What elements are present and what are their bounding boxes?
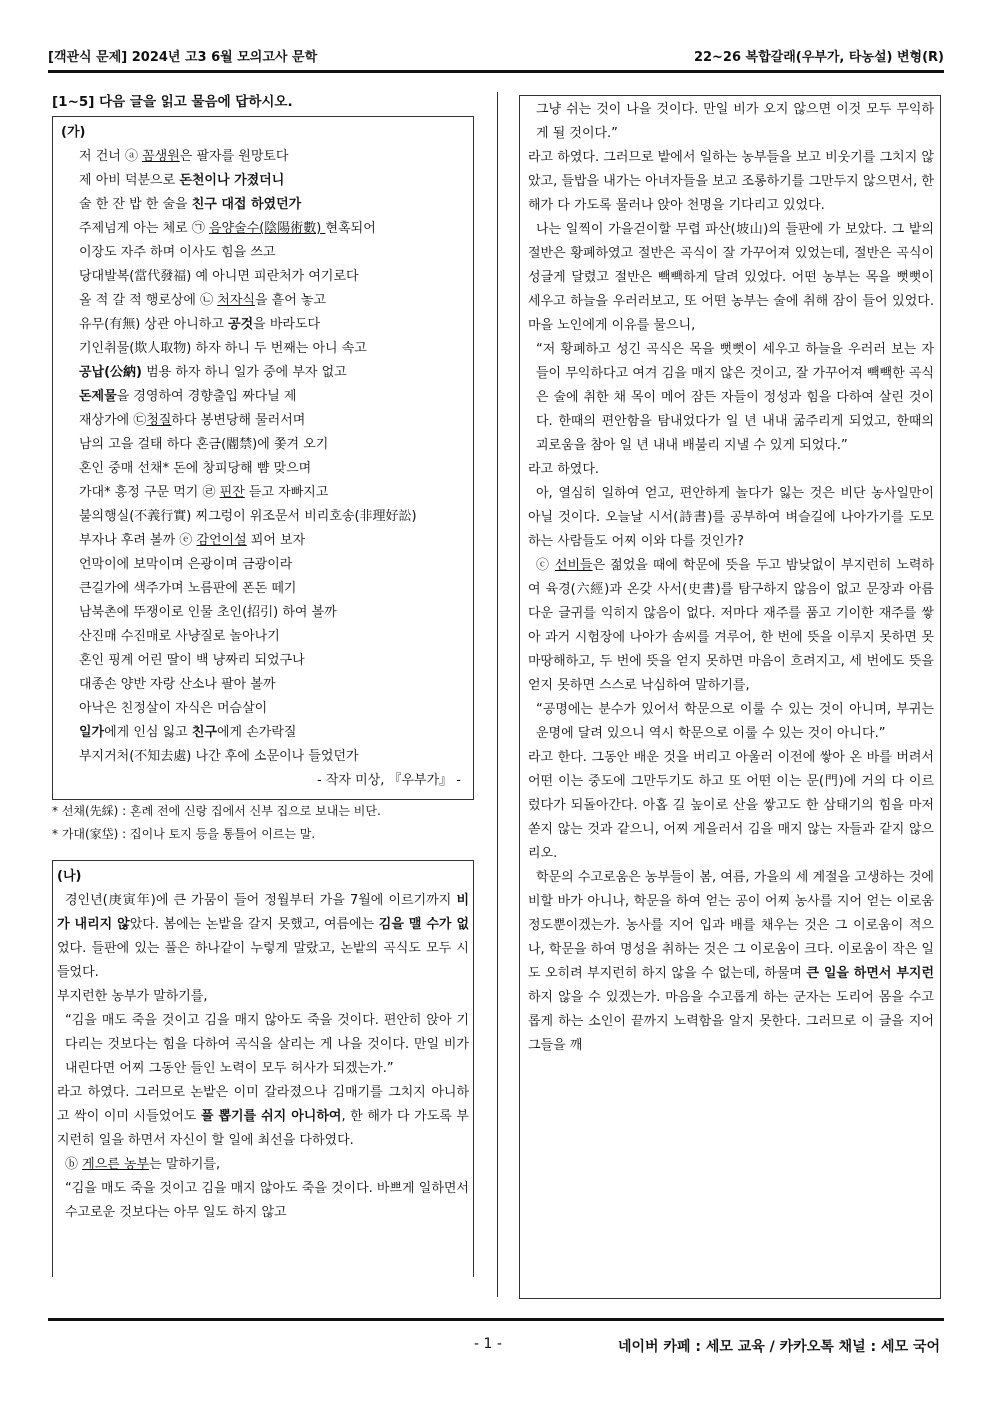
quotation: “저 황폐하고 성긴 곡식은 목을 뻣뻣이 세우고 하늘을 우러러 보는 자들이 무익하다고 여겨 김을 매지 않은 것이고, 잘 가꾸어져 빽빽한 곡식은 술에 취한 채 목이 메어 잠든 자들이 정성과 힘을 다하여 살린 것이다. 한때의 편안함을 탐내었다가 일 년 내내 굶주리게 되었고, 한때의 괴로움을 참아 일 년 내내 배불리 지낼 수 있게 되었다.” [536, 342, 934, 453]
verse-line: 가대* 흥정 구문 먹기 ㉣ 핀잔 듣고 자빠지고 [79, 485, 329, 500]
verse-line: 혼인 핑계 어린 딸이 백 냥짜리 되었구나 [79, 653, 305, 668]
verse-line: 주제넘게 아는 체로 ㉠ 음양술수(陰陽術數) 현혹되어 [79, 221, 376, 236]
verse-line: 당대발복(當代發福) 예 아니면 피란처가 여기로다 [79, 269, 359, 284]
verse-line: 기인취물(欺人取物) 하자 하니 두 번째는 아니 속고 [79, 341, 367, 356]
footer-credit: 네이버 카페 : 세모 교육 / 카카오톡 채널 : 세모 국어 [617, 1339, 940, 1355]
verse-line: 재상가에 ㉢청질하다 봉변당해 물러서며 [79, 413, 306, 428]
column-divider [497, 92, 498, 1297]
verse-line: 대종손 양반 자랑 산소나 팔아 볼까 [79, 677, 276, 692]
paragraph: 라고 하였다. 그러므로 논밭은 이미 갈라졌으나 김매기를 그치지 아니하고 싹이 이미 시들었어도 풀 뽑기를 쉬지 아니하여, 한 해가 다 가도록 부지런히 일을 하면서 자신이 할 일에 최선을 다하였다. [57, 1085, 469, 1148]
passage-na-box [52, 860, 474, 1277]
verse-line: 술 한 잔 밥 한 술을 친구 대접 하였던가 [79, 197, 302, 212]
verse-line: 제 아비 덕분으로 돈천이나 가졌더니 [79, 173, 285, 188]
verse-line: 아낙은 친정살이 자식은 머슴살이 [79, 701, 268, 716]
right-column [519, 95, 941, 1299]
passage-na-continued-box [519, 95, 941, 1299]
verse-line: 부지거처(不知去處) 나간 후에 소문이나 들었던가 [79, 749, 359, 764]
passage-ga-source: - 작자 미상, 『우부가』 - [317, 773, 461, 788]
paragraph: 라고 하였다. [528, 462, 600, 477]
verse-line: 산진매 수진매로 사냥질로 놀아나기 [79, 629, 280, 644]
header-left: [객관식 문제] 2024년 고3 6월 모의고사 문학 [48, 50, 318, 65]
page-header [48, 38, 944, 68]
question-title: [1~5] 다음 글을 읽고 물음에 답하시오. [52, 94, 293, 110]
verse-line: 저 건너 ⓐ 꼼생원은 팔자를 원망토다 [79, 149, 289, 164]
page-number: - 1 - [474, 1336, 502, 1352]
verse-line: 부자나 후려 볼까 ⓔ 감언이설 꾀어 보자 [79, 533, 306, 548]
verse-line: 남의 고을 걸태 하다 혼금(閽禁)에 쫓겨 오기 [79, 437, 329, 452]
verse-line: 언막이에 보막이며 은광이며 금광이라 [79, 557, 293, 572]
header-right: 22~26 복합갈래(우부가, 타농설) 변형(R) [693, 50, 944, 65]
verse-line: 혼인 중매 선채* 돈에 창피당해 뺨 맞으며 [79, 461, 312, 476]
footnote: * 가대(家垈) : 집이나 토지 등을 통틀어 이르는 말. [52, 827, 316, 841]
paragraph: 경인년(庚寅年)에 큰 가뭄이 들어 정월부터 가을 7월에 이르기까지 비가 내리지 않았다. 봄에는 논밭을 갈지 못했고, 여름에는 김을 맬 수가 없었다. 들판에 있는 풀은 하나같이 누렇게 말랐고, 논밭의 곡식도 모두 시들었다. [57, 893, 469, 980]
verse-line: 이장도 자주 하며 이사도 힘을 쓰고 [79, 245, 276, 260]
paragraph: 라고 한다. 그동안 배운 것을 버리고 아울러 이전에 쌓아 온 바를 버려서 어떤 이는 중도에 그만두기도 하고 또 어떤 이는 문(門)에 거의 다 이르렀다가 되돌아간다. 아홉 길 높이로 산을 쌓고도 한 삼태기의 힘을 마저 쏟지 않는 것과 같으니, 어찌 게을러서 김을 매지 않는 자들과 같지 않으리오. [528, 750, 934, 861]
passage-ga-tag: (가) [61, 125, 86, 140]
footnote: * 선채(先綵) : 혼례 전에 신랑 집에서 신부 집으로 보내는 비단. [52, 804, 381, 818]
paragraph: ⓑ 게으른 농부는 말하기를, [65, 1157, 221, 1172]
paragraph: ⓒ 선비들은 젊었을 때에 학문에 뜻을 두고 밤낮없이 부지런히 노력하여 육경(六經)과 온갖 사서(史書)를 탐구하지 않음이 없고 문장과 아름다운 글귀를 익히지 않음이 없다. 저마다 재주를 품고 기이한 재주를 쌓아 과거 시험장에 나아가 솜씨를 겨루어, 한 번에 뜻을 이루지 못하면 못마땅해하고, 두 번에 뜻을 얻지 못하면 마음이 흐려지고, 세 번에도 뜻을 얻지 못하면 스스로 낙심하여 말하기를, [528, 558, 935, 693]
left-column [52, 90, 474, 1277]
paragraph: 아, 열심히 일하여 얻고, 편안하게 놀다가 잃는 것은 비단 농사일만이 아닐 것이다. 오늘날 시서(詩書)를 공부하여 벼슬길에 나아가기를 도모하는 사람들도 어찌 이와 다를 것인가? [528, 486, 934, 549]
verse-line: 돈제물을 경영하여 경향출입 짜다닐 제 [79, 389, 297, 404]
paragraph: 부지런한 농부가 말하기를, [57, 989, 208, 1004]
header-rule [48, 70, 944, 73]
verse-line: 유무(有無) 상관 아니하고 공것을 바라도다 [79, 317, 321, 332]
verse-line: 올 적 갈 적 행로상에 ㉡ 처자식을 흩어 놓고 [79, 293, 327, 308]
paragraph: 학문의 수고로움은 농부들이 봄, 여름, 가을의 세 계절을 고생하는 것에 비할 바가 아니나, 학문을 하여 얻는 공이 어찌 농사를 지어 얻는 이로움 정도뿐이겠는가. 농사를 지어 입과 배를 채우는 것은 그 이로움이 적으나, 학문을 하여 명성을 취하는 것은 그 이로움이 크다. 이로움이 작은 일도 오히려 부지런히 하지 않을 수 없는데, 하물며 큰 일을 하면서 부지런하지 않을 수 있겠는가. 마음을 수고롭게 하는 군자는 도리어 몸을 수고롭게 하는 소인이 끝까지 노력함을 알지 못한다. 그러므로 이 글을 지어 그들을 깨 [528, 870, 935, 1053]
verse-line: 불의행실(不義行實) 찌그렁이 위조문서 비리호송(非理好訟) [79, 509, 417, 524]
quotation: “공명에는 분수가 있어서 학문으로 이룰 수 있는 것이 아니며, 부귀는 운명에 달려 있으니 역시 학문으로 이룰 수 있는 것이 아니다.” [536, 702, 934, 741]
quotation: 그냥 쉬는 것이 나을 것이다. 만일 비가 오지 않으면 이것 모두 무익하게 될 것이다.” [536, 102, 934, 141]
passage-na-tag: (나) [57, 869, 82, 884]
quotation: “김을 매도 죽을 것이고 김을 매지 않아도 죽을 것이다. 편안히 앉아 기다리는 것보다는 힘을 다하여 곡식을 살리는 게 나을 것이다. 만일 비가 내린다면 어찌 그동안 들인 노력이 모두 허사가 되겠는가.” [65, 1013, 469, 1076]
quotation: “김을 매도 죽을 것이고 김을 매지 않아도 죽을 것이다. 바쁘게 일하면서 수고로운 것보다는 아무 일도 하지 않고 [65, 1181, 469, 1220]
passage-ga-box [52, 116, 474, 800]
verse-line: 남북촌에 뚜쟁이로 인물 초인(招引) 하여 볼까 [79, 605, 337, 620]
footer-rule [48, 1318, 944, 1321]
verse-line: 일가에게 인심 잃고 친구에게 손가락질 [79, 725, 297, 740]
verse-line: 공납(公納) 범용 하자 하니 일가 중에 부자 없고 [79, 365, 347, 380]
verse-line: 큰길가에 색주가며 노름판에 폰돈 떼기 [79, 581, 297, 596]
paragraph: 라고 하였다. 그러므로 밭에서 일하는 농부들을 보고 비웃기를 그치지 않았고, 들밥을 내가는 아녀자들을 보고 조롱하기를 그만두지 않으면서, 한 해가 다 가도록 물러나 앉아 천명을 기다리고 있었다. [528, 150, 934, 213]
paragraph: 나는 일찍이 가을걷이할 무렵 파산(坡山)의 들판에 가 보았다. 그 밭의 절반은 황폐하였고 절반은 곡식이 잘 가꾸어져 있었는데, 절반은 곡식이 성글게 달렸고 절반은 빽빽하게 달려 있었다. 어떤 농부는 목을 뻣뻣이 세우고 하늘을 우러러보고, 또 어떤 농부는 술에 취해 잠이 들어 있었다. 마을 노인에게 이유를 물으니, [528, 222, 934, 333]
verse-lines [61, 145, 465, 769]
